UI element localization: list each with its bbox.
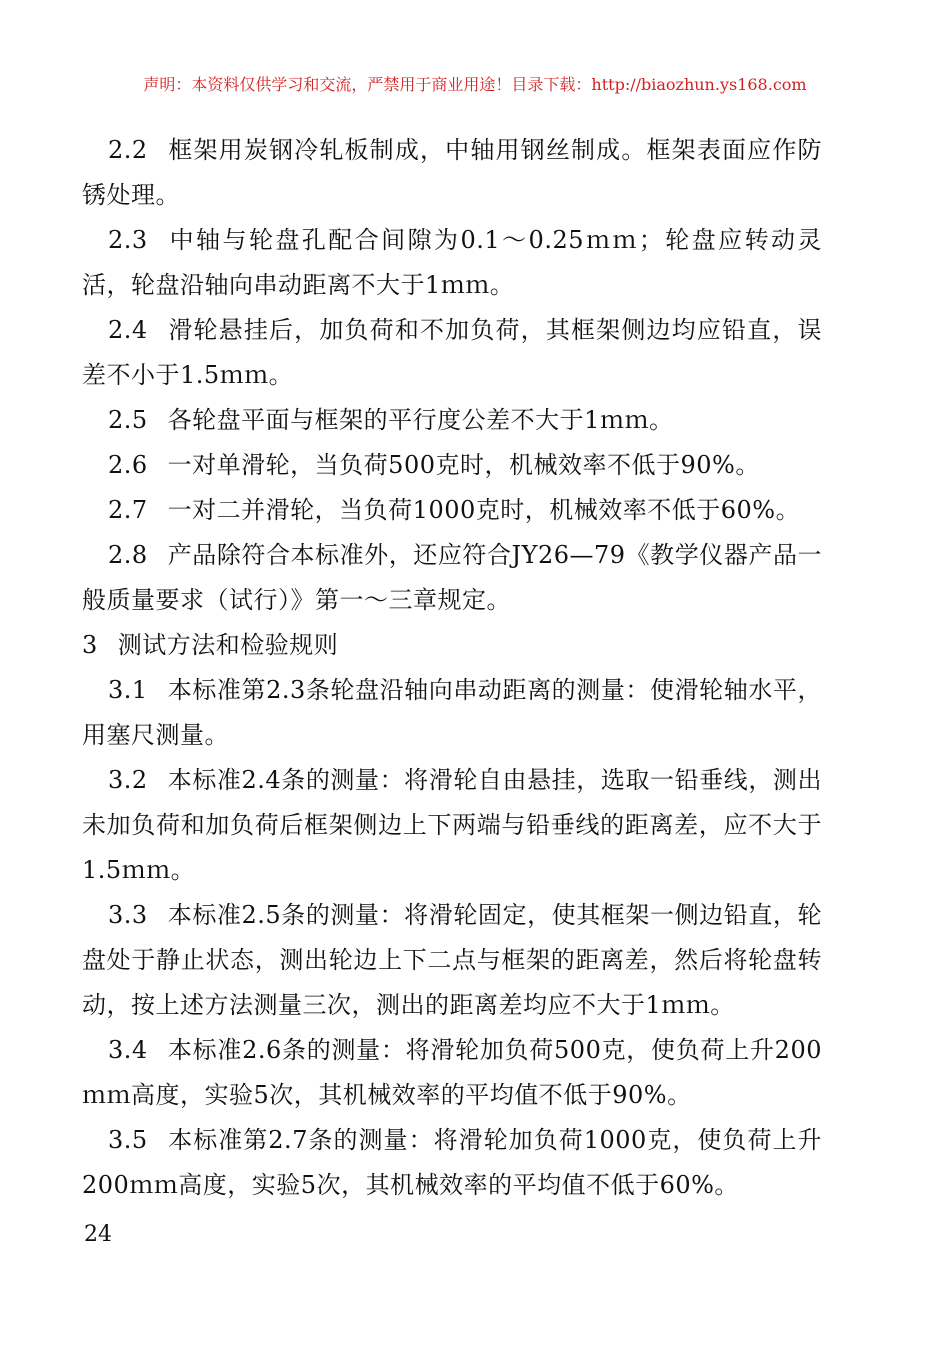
clause-text: 本标准第2.3条轮盘沿轴向串动距离的测量：使滑轮轴水平，用塞尺测量。 [82,676,822,749]
clause-text: 框架用炭钢冷轧板制成，中轴用钢丝制成。框架表面应作防锈处理。 [82,136,822,209]
clause-2-3 [82,218,822,308]
clause-text: 本标准2.5条的测量：将滑轮固定，使其框架一侧边铅直，轮盘处于静止状态，测出轮边上下二点与框架的距离差，然后将轮盘转动，按上述方法测量三次，测出的距离差均应不大于1ｍｍ。 [82,901,822,1019]
section-title: 测试方法和检验规则 [117,631,339,659]
clause-3-2 [82,758,822,893]
clause-number: 2.3 [108,226,148,254]
clause-number: 3.4 [108,1036,148,1064]
clause-text: 本标准2.4条的测量：将滑轮自由悬挂，选取一铅垂线，测出未加负荷和加负荷后框架侧边上下两端与铅垂线的距离差，应不大于1.5ｍｍ。 [82,766,822,884]
clause-text: 本标准2.6条的测量：将滑轮加负荷500克，使负荷上升200ｍｍ高度，实验5次，其机械效率的平均值不低于90%。 [82,1036,822,1109]
clause-text: 中轴与轮盘孔配合间隙为0.1～0.25ｍｍ；轮盘应转动灵活，轮盘沿轴向串动距离不大于1ｍｍ。 [82,226,822,299]
clause-text: 一对二并滑轮，当负荷1000克时，机械效率不低于60%。 [167,496,801,524]
clause-number: 3.2 [108,766,148,794]
clause-2-8 [82,533,822,623]
clause-text: 滑轮悬挂后，加负荷和不加负荷，其框架侧边均应铅直，误差不小于1.5ｍｍ。 [82,316,822,389]
clause-text: 一对单滑轮，当负荷500克时，机械效率不低于90%。 [167,451,760,479]
clause-3-1 [82,668,822,758]
clause-2-4 [82,308,822,398]
page-number: 24 [84,1222,112,1247]
clause-2-2 [82,128,822,218]
clause-3-3 [82,893,822,1028]
document-body [82,128,822,1208]
clause-number: 2.4 [108,316,148,344]
clause-text: 产品除符合本标准外，还应符合JY26—79《教学仪器产品一般质量要求（试行）》第一～三章规定。 [82,541,822,614]
clause-number: 3.5 [108,1126,148,1154]
clause-2-6 [82,443,822,488]
section-3-heading [82,623,822,668]
clause-number: 3.1 [108,676,148,704]
section-number: 3 [82,631,98,659]
clause-2-5 [82,398,822,443]
clause-number: 3.3 [108,901,148,929]
clause-3-5 [82,1118,822,1208]
clause-number: 2.7 [108,496,148,524]
clause-text: 各轮盘平面与框架的平行度公差不大于1ｍｍ。 [167,406,674,434]
clause-number: 2.5 [108,406,148,434]
clause-3-4 [82,1028,822,1118]
clause-number: 2.8 [108,541,148,569]
clause-text: 本标准第2.7条的测量：将滑轮加负荷1000克，使负荷上升200ｍｍ高度，实验5次，其机械效率的平均值不低于60%。 [82,1126,822,1199]
copyright-notice: 声明：本资料仅供学习和交流，严禁用于商业用途！目录下载：http://biaozhun.ys168.com [143,75,807,94]
clause-2-7 [82,488,822,533]
clause-number: 2.2 [108,136,148,164]
clause-number: 2.6 [108,451,148,479]
